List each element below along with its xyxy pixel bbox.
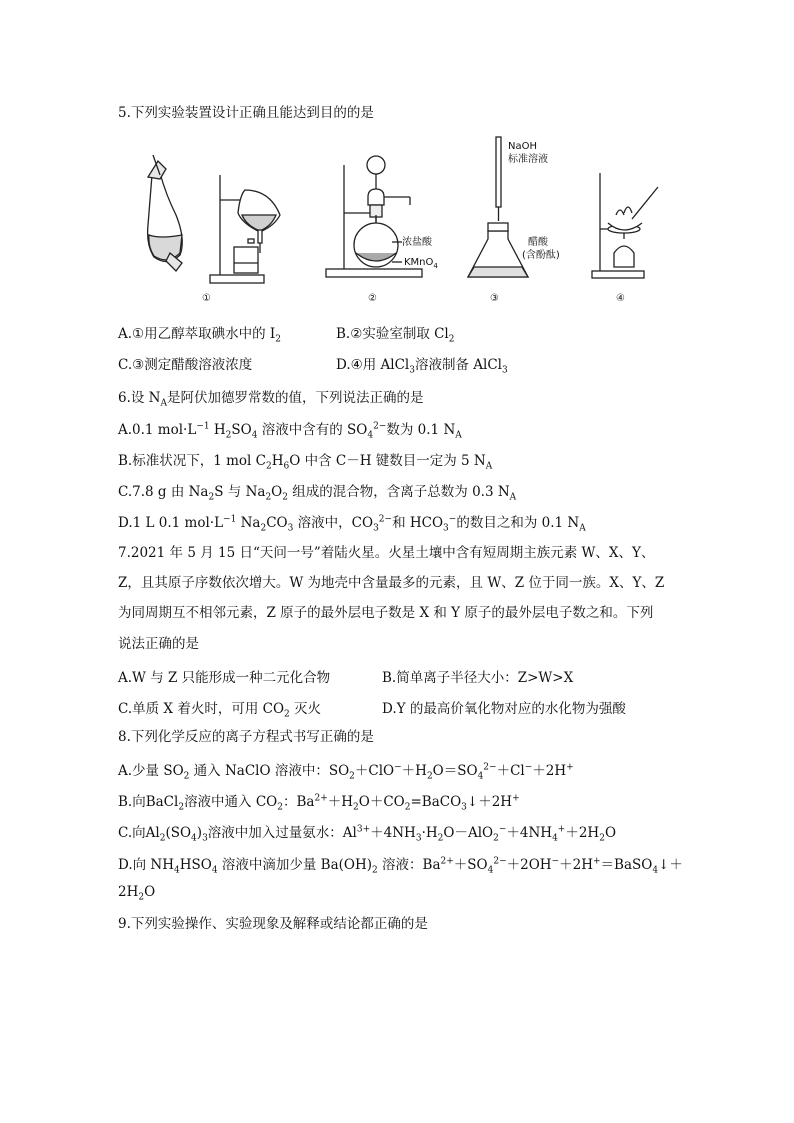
q5-option-b[interactable]: B.②实验室制取 $Cl_2$	[336, 326, 455, 345]
label-acid-2: (含酚酞)	[522, 250, 560, 261]
q8-option-b[interactable]: B.向BaCl$_2$溶液中通入 $CO_2$：$Ba^{2+}+H_2O+CO_2=BaCO_3↓+2H^+$	[118, 793, 520, 813]
q6-stem: 6.设 $N_A$是阿伏加德罗常数的值，下列说法正确的是	[118, 390, 424, 409]
q7-option-d[interactable]: D.Y 的最高价氧化物对应的水化物为强酸	[382, 701, 626, 717]
q7-stem-line-2: Z，且其原子序数依次增大。W 为地壳中含量最多的元素，且 W、Z 位于同一族。X、Y、Z	[118, 575, 665, 591]
apparatus-1	[148, 155, 280, 283]
label-naoh-2: 标准溶液	[508, 154, 548, 165]
q9-stem: 9.下列实验操作、实验现象及解释或结论都正确的是	[118, 916, 428, 932]
q5-option-d[interactable]: D.④用 AlCl$_3$溶液制备 AlCl$_3$	[336, 357, 508, 376]
q6-option-c[interactable]: C.7.8 g 由 $Na_2S$ 与 $Na_2O_2$ 组成的混合物，含离子总数为 0.3 $N_A$	[118, 484, 517, 503]
q8-stem: 8.下列化学反应的离子方程式书写正确的是	[118, 729, 374, 745]
q7-stem-line-3: 为同周期互不相邻元素，Z 原子的最外层电子数是 X 和 Y 原子的最外层电子数之和。下列	[118, 605, 654, 621]
label-kmno4: KMnO$_4$	[404, 257, 438, 270]
q7-stem-line-1: 7.2021 年 5 月 15 日“天问一号”着陆火星。火星土壤中含有短周期主族元素 W、X、Y、	[118, 545, 655, 561]
figure-number-3: ③	[490, 293, 499, 304]
q8-option-d-cont: $2H_2O$	[118, 884, 156, 903]
apparatus-4	[592, 173, 658, 278]
q7-stem-line-4: 说法正确的是	[118, 636, 199, 652]
label-naoh-1: NaOH	[508, 141, 537, 152]
q8-option-c[interactable]: C.向$Al_2(SO_4)_3$溶液中加入过量氨水：$Al^{3+}+4NH_3\cdot H_2O-AlO_2^-+4NH_4^++2H_2O$	[118, 824, 617, 844]
q8-option-a[interactable]: A.少量 $SO_2$ 通入 NaClO 溶液中：$SO_2+ClO^-+H_2O=SO_4^{2-}+Cl^-+2H^+$	[118, 762, 574, 782]
figure-number-4: ④	[616, 293, 625, 304]
q5-option-a[interactable]: A.①用乙醇萃取碘水中的 $I_2$	[118, 326, 282, 345]
q6-option-b[interactable]: B.标准状况下，1 mol $C_2H_6O$ 中含 C－H 键数目一定为 5 $N_A$	[118, 453, 493, 472]
q8-option-d[interactable]: D.向 $NH_4HSO_4$ 溶液中滴加少量 $Ba(OH)_2$ 溶液：$Ba^{2+}+SO_4^{2-}+2OH^-+2H^+=BaSO_4↓+$	[118, 856, 683, 876]
figure-number-2: ②	[368, 293, 377, 304]
figure-number-1: ①	[202, 293, 211, 304]
label-hcl: 浓盐酸	[402, 237, 432, 248]
q5-stem: 5.下列实验装置设计正确且能达到目的的是	[118, 105, 374, 121]
q7-option-c[interactable]: C.单质 X 着火时，可用 $CO_2$ 灭火	[118, 701, 322, 720]
q6-option-d[interactable]: D.1 L 0.1 $mol\cdot L^{-1}$ $Na_2CO_3$ 溶液中，$CO_3^{2-}$和 $HCO_3^-$的数目之和为 0.1 $N_A$	[118, 514, 586, 534]
q7-option-b[interactable]: B.简单离子半径大小：Z>W>X	[382, 670, 574, 686]
label-acid-1: 醋酸	[528, 237, 548, 248]
q5-option-c[interactable]: C.③测定醋酸溶液浓度	[118, 357, 253, 373]
q7-option-a[interactable]: A.W 与 Z 只能形成一种二元化合物	[118, 670, 331, 686]
q5-apparatus-figure	[130, 135, 660, 307]
q6-option-a[interactable]: A.0.1 $mol\cdot L^{-1}$ $H_2SO_4$ 溶液中含有的 $SO_4^{2-}$数为 0.1 $N_A$	[118, 421, 462, 441]
